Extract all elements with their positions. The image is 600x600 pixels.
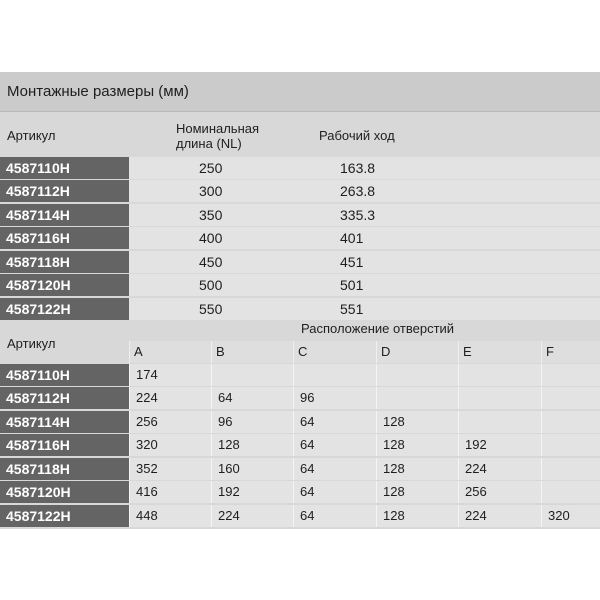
hole-b-cell: 128 <box>211 434 293 456</box>
table2-holes-header: Расположение отверстий <box>301 321 455 336</box>
article-cell: 4587114H <box>0 204 129 226</box>
hole-d-cell: 128 <box>376 411 458 433</box>
article-cell: 4587120H <box>0 274 129 296</box>
table1-row <box>0 251 600 273</box>
hole-d-cell <box>376 364 458 386</box>
hole-c-cell: 64 <box>293 458 376 480</box>
page-title: Монтажные размеры (мм) <box>0 72 600 112</box>
nominal-length-cell: 550 <box>199 301 223 317</box>
hole-e-cell: 192 <box>458 434 541 456</box>
hole-b-cell <box>211 364 293 386</box>
hole-c-cell: 64 <box>293 481 376 503</box>
hole-d-cell: 128 <box>376 458 458 480</box>
hole-b-cell: 96 <box>211 411 293 433</box>
table1-row <box>0 204 600 226</box>
article-cell: 4587122H <box>0 298 129 320</box>
stroke-cell: 451 <box>340 254 364 270</box>
article-cell: 4587112H <box>0 180 129 202</box>
hole-f-cell: 320 <box>541 505 600 527</box>
hole-e-cell: 224 <box>458 458 541 480</box>
column-f-header: F <box>541 341 600 363</box>
hole-a-cell: 256 <box>129 411 211 433</box>
hole-a-cell: 174 <box>129 364 211 386</box>
table2-row <box>0 505 600 527</box>
hole-f-cell <box>541 434 600 456</box>
hole-d-cell: 128 <box>376 434 458 456</box>
article-cell: 4587118H <box>0 458 129 480</box>
table1-nominal-header-line1: Номинальная <box>176 121 260 136</box>
table2-row <box>0 387 600 409</box>
stroke-cell: 501 <box>340 277 364 293</box>
table1-row <box>0 157 600 179</box>
nominal-length-cell: 250 <box>199 160 223 176</box>
hole-c-cell: 64 <box>293 434 376 456</box>
table1-nominal-header-line2: длина (NL) <box>176 136 242 151</box>
article-cell: 4587110H <box>0 157 129 179</box>
stroke-cell: 263.8 <box>340 183 376 199</box>
hole-e-cell: 224 <box>458 505 541 527</box>
hole-d-cell <box>376 387 458 409</box>
article-cell: 4587116H <box>0 434 129 456</box>
column-b-header: B <box>211 341 293 363</box>
column-e-header: E <box>458 341 541 363</box>
stroke-cell: 401 <box>340 230 364 246</box>
table2-row <box>0 481 600 503</box>
table1-row <box>0 274 600 296</box>
hole-a-cell: 416 <box>129 481 211 503</box>
nominal-length-cell: 400 <box>199 230 223 246</box>
hole-c-cell: 96 <box>293 387 376 409</box>
stroke-cell: 163.8 <box>340 160 376 176</box>
article-cell: 4587110H <box>0 364 129 386</box>
hole-d-cell: 128 <box>376 505 458 527</box>
hole-c-cell <box>293 364 376 386</box>
hole-d-cell: 128 <box>376 481 458 503</box>
hole-e-cell <box>458 387 541 409</box>
nominal-length-cell: 300 <box>199 183 223 199</box>
table1-row <box>0 298 600 320</box>
hole-a-cell: 352 <box>129 458 211 480</box>
article-cell: 4587122H <box>0 505 129 527</box>
article-cell: 4587116H <box>0 227 129 249</box>
hole-c-cell: 64 <box>293 505 376 527</box>
nominal-length-cell: 500 <box>199 277 223 293</box>
article-cell: 4587120H <box>0 481 129 503</box>
hole-e-cell: 256 <box>458 481 541 503</box>
hole-f-cell <box>541 364 600 386</box>
table1-row <box>0 180 600 202</box>
article-cell: 4587112H <box>0 387 129 409</box>
hole-e-cell <box>458 364 541 386</box>
hole-f-cell <box>541 387 600 409</box>
hole-a-cell: 448 <box>129 505 211 527</box>
hole-c-cell: 64 <box>293 411 376 433</box>
hole-a-cell: 320 <box>129 434 211 456</box>
table2-row <box>0 458 600 480</box>
stroke-cell: 335.3 <box>340 207 376 223</box>
hole-b-cell: 192 <box>211 481 293 503</box>
nominal-length-cell: 450 <box>199 254 223 270</box>
table2-row <box>0 434 600 456</box>
hole-f-cell <box>541 481 600 503</box>
table2-row <box>0 411 600 433</box>
table1-stroke-header: Рабочий ход <box>319 128 395 143</box>
hole-f-cell <box>541 458 600 480</box>
hole-e-cell <box>458 411 541 433</box>
table1-article-header: Артикул <box>7 128 56 143</box>
stroke-cell: 551 <box>340 301 364 317</box>
article-cell: 4587114H <box>0 411 129 433</box>
hole-a-cell: 224 <box>129 387 211 409</box>
table2-article-header: Артикул <box>7 336 56 351</box>
column-d-header: D <box>376 341 458 363</box>
hole-b-cell: 160 <box>211 458 293 480</box>
table1-row <box>0 227 600 249</box>
hole-b-cell: 224 <box>211 505 293 527</box>
nominal-length-cell: 350 <box>199 207 223 223</box>
column-c-header: C <box>293 341 376 363</box>
table2-row <box>0 364 600 386</box>
column-a-header: A <box>129 341 211 363</box>
hole-b-cell: 64 <box>211 387 293 409</box>
article-cell: 4587118H <box>0 251 129 273</box>
hole-f-cell <box>541 411 600 433</box>
